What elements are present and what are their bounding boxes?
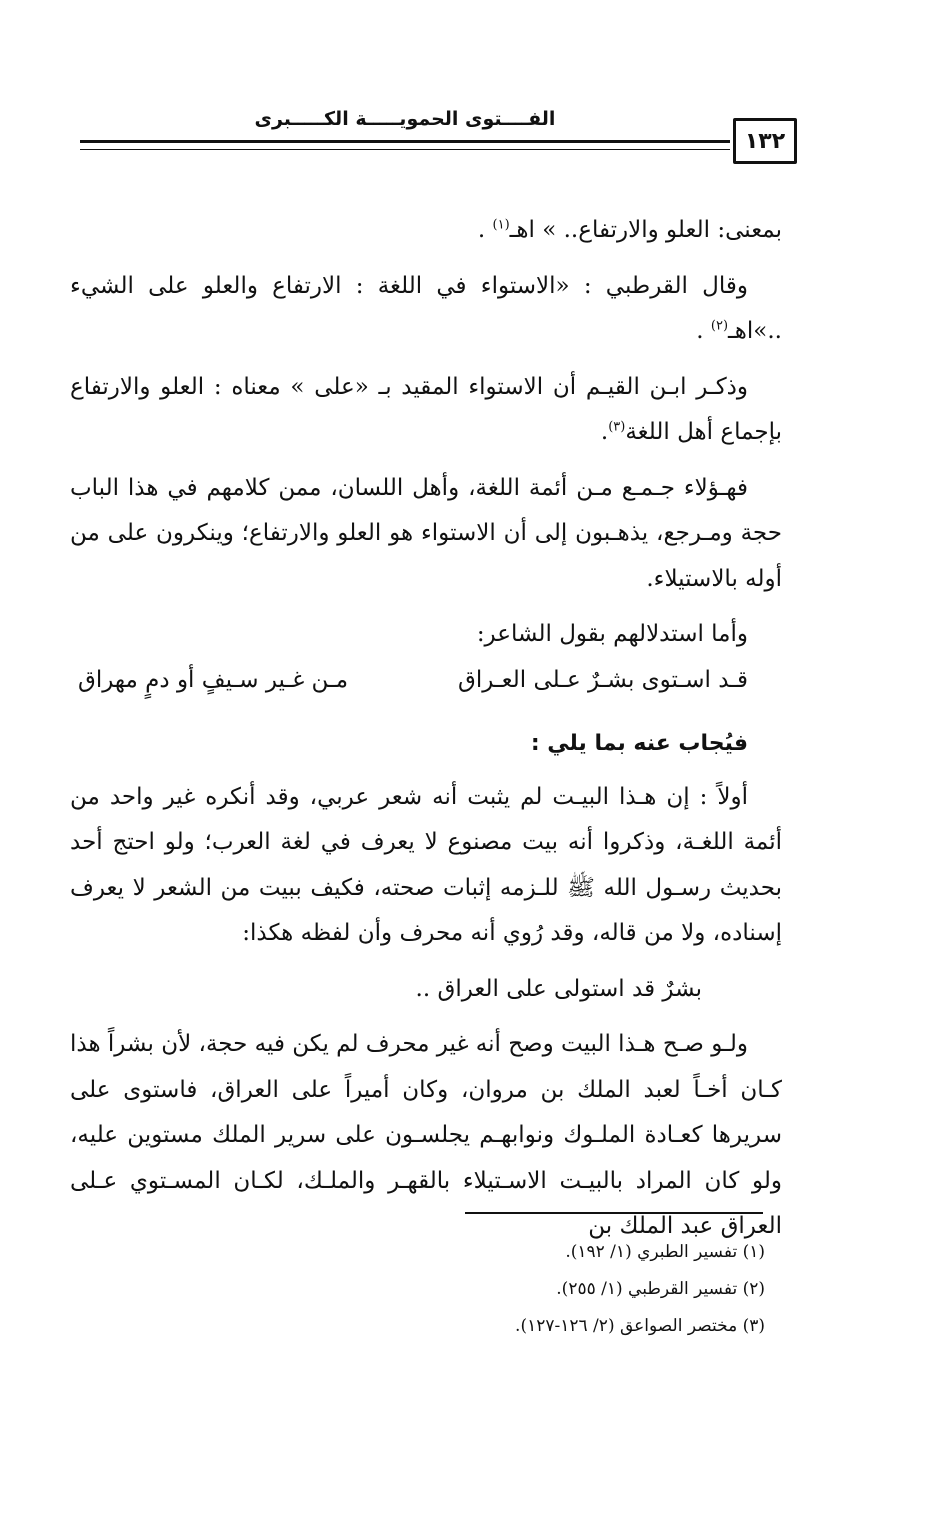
footnote-2: (٢) تفسير القرطبي (١/ ٢٥٥). — [556, 1279, 765, 1299]
footnote-ref-2: (٢) — [710, 318, 729, 334]
footnote-1: (١) تفسير الطبري (١/ ١٩٢). — [565, 1242, 765, 1262]
footnote-ref-3: (٣) — [608, 419, 626, 435]
paragraph-2: وقال القرطبي : «الاستواء في اللغة : الارتفاع والعلو على الشيء ..»اهـ$^{(٢)}$ . — [70, 272, 782, 344]
footnote-separator — [465, 1212, 763, 1214]
footnote-3: (٣) مختصر الصواعق (٢/ ١٢٦-١٢٧). — [515, 1316, 765, 1336]
poem-first-hemistich: قـد اسـتوى بشـرٌ عـلى العـراق — [457, 666, 748, 693]
paragraph-1: بمعنى: العلو والارتفاع.. » اهـ$^{(١)}$ . — [477, 217, 782, 243]
paragraph-7: بشرٌ قد استولى على العراق .. — [415, 975, 702, 1002]
running-header-title: الفــــتوى الحمويـــــة الكـــــبرى — [254, 108, 556, 130]
poem-verse — [70, 658, 782, 704]
page-number: ١٣٢ — [733, 118, 797, 164]
header-rule — [80, 140, 730, 150]
paragraph-8: ولـو صـح هـذا البيت وصح أنه غير محرف لم يكن فيه حجة، لأن بشراً هذا كـان أخـاً لعبد الملك بن مروان، وكان أميراً على العراق، فاستوى على سريرها كعـادة الملـوك ونوابهـم يجلسـون على سرير الملك مستوين عليه، ولو كان المراد بالبيـت الاسـتيلاء بالقهـر والملـك، لكـان المسـتوي عـلى العراق عبد الملك بن — [70, 1031, 782, 1239]
footnote-ref-1: (١) — [492, 217, 510, 233]
paragraph-3: وذكـر ابـن القيـم أن الاستواء المقيد بـ «على » معناه : العلو والارتفاع بإجماع أهل اللغة$^{(٣)}$. — [70, 373, 782, 445]
paragraph-4: فهـؤلاء جـمـع مـن أئمة اللغة، وأهل اللسان، ممن كلامهم في هذا الباب حجة ومـرجع، يذهـبون إلى أن الاستواء هو العلو والارتفاع؛ وينكرون على من أوله بالاستيلاء. — [70, 474, 782, 592]
section-subheading: فيُجاب عنه بما يلي : — [530, 731, 748, 756]
paragraph-2-text: وقال القرطبي : «الاستواء في اللغة : الارتفاع والعلو على الشيء ..»اهـ — [70, 272, 782, 344]
paragraph-6: أولاً : إن هـذا البيـت لم يثبت أنه شعر عربي، وقد أنكره غير واحد من أئمة اللغـة، وذكروا أنه بيت مصنوع لا يعرف في لغة العرب؛ ولو احتج أحد بحديث رسـول الله ﷺ للـزمه إثبات صحته، فكيف ببيت من الشعر لا يعرف إسناده، ولا من قاله، وقد رُوي أنه محرف وأن لفظه هكذا: — [70, 783, 782, 946]
footnotes — [300, 1234, 765, 1345]
poem-second-hemistich: مـن غـير سـيفٍ أو دمٍ مهراق — [78, 666, 349, 693]
paragraph-5: وأما استدلالهم بقول الشاعر: — [476, 621, 748, 647]
paragraph-3-text: وذكـر ابـن القيـم أن الاستواء المقيد بـ «على » معناه : العلو والارتفاع بإجماع أهل اللغة — [70, 373, 782, 445]
main-text — [70, 208, 782, 1260]
paragraph-1-text: بمعنى: العلو والارتفاع.. » اهـ — [509, 217, 782, 243]
